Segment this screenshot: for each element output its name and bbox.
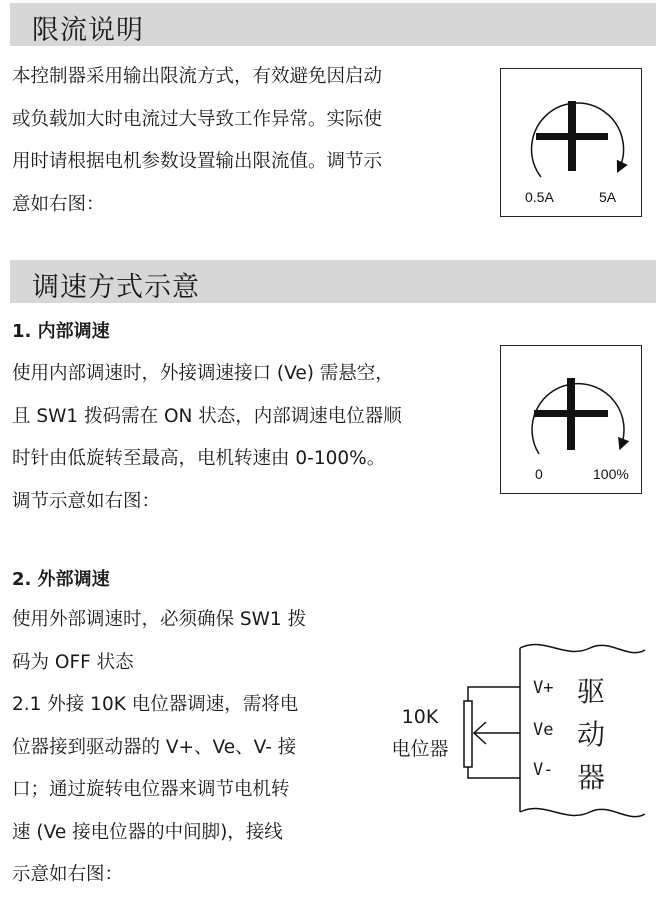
section-title: 调速方式示意 [32,272,200,303]
pot-name-label: 电位器 [391,738,449,760]
internal-speed-heading: 1. 内部调速 [12,321,110,342]
external-speed-description [12,599,306,897]
driver-box-bottom-edge [520,809,645,817]
potentiometer-body [464,701,472,767]
wire-vminus [468,767,520,778]
section-header-speed-control [10,260,656,303]
driver-char: 驱 [577,675,606,708]
internal-speed-description [12,353,402,523]
pin-vplus-label: V+ [533,678,554,698]
driver-char: 动 [577,718,606,751]
knob-dial-icon [501,69,641,216]
section-header-current-limit [10,3,656,46]
wire-vplus [468,687,520,701]
text-line: 意如右图： [12,193,105,215]
external-speed-heading: 2. 外部调速 [12,569,110,590]
text-line: 或负载加大时电流过大导致工作异常。实际使 [12,108,383,130]
knob-max-label: 5A [599,189,617,205]
pot-value-label: 10K [401,706,439,728]
current-limit-knob-diagram [500,68,642,217]
text-line: 码为 OFF 状态 [12,651,134,673]
text-line: 本控制器采用输出限流方式，有效避免因启动 [12,66,383,87]
text-line: 使用外部调速时，必须确保 SW1 拨 [12,609,307,630]
text-line: 且 SW1 拨码需在 ON 状态，内部调速电位器顺 [12,405,402,427]
text-line: 速 (Ve 接电位器的中间脚)，接线 [12,821,283,843]
text-line: 时针由低旋转至最高，电机转速由 0-100%。 [12,448,386,469]
knob-max-label: 100% [593,466,629,482]
text-line: 位器接到驱动器的 V+、Ve、V- 接 [12,736,297,758]
text-line: 示意如右图： [12,864,124,885]
driver-box-top-edge [520,645,645,653]
current-limit-description [12,56,382,226]
wiper-arrow-icon [474,722,486,744]
section-title: 限流说明 [32,15,144,46]
text-line: 口；通过旋转电位器来调节电机转 [12,779,290,800]
text-line: 调节示意如右图： [12,490,161,512]
knob-min-label: 0 [535,466,543,482]
driver-char: 器 [577,761,606,794]
pin-ve-label: Ve [533,720,554,740]
internal-speed-knob-diagram [500,345,642,494]
knob-min-label: 0.5A [525,189,554,205]
text-line: 2.1 外接 10K 电位器调速，需将电 [12,694,299,715]
text-line: 使用内部调速时，外接调速接口 (Ve) 需悬空， [12,363,394,384]
pin-vminus-label: V- [533,760,554,780]
text-line: 用时请根据电机参数设置输出限流值。调节示 [12,151,383,172]
